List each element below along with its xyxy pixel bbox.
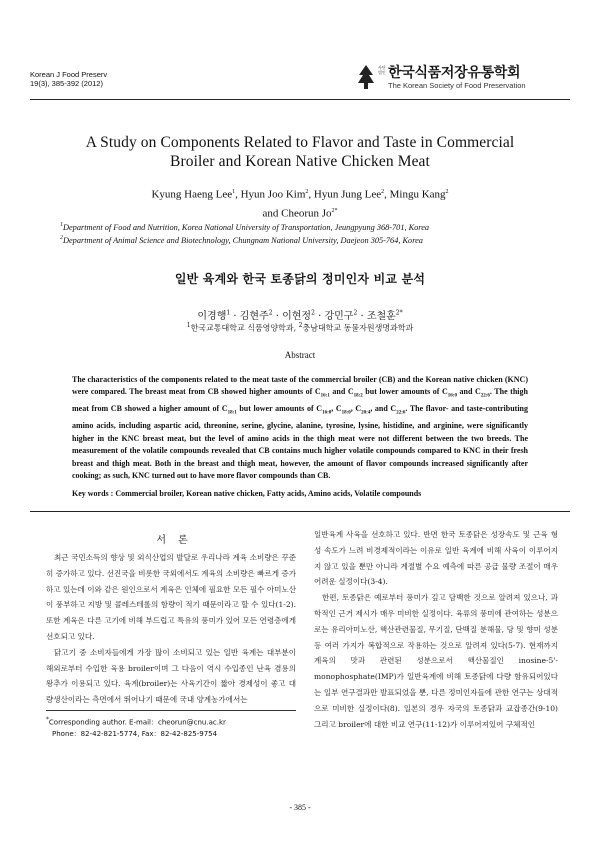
journal-reference: [30, 70, 107, 88]
author-name: Hyun Jung Lee: [313, 188, 382, 201]
korean-title: 일반 육계와 한국 토종닭의 정미인자 비교 분석: [174, 272, 426, 286]
abstract-heading: Abstract: [284, 350, 316, 360]
keywords-label: Key words: [72, 489, 109, 498]
author-name: Kyung Haeng Lee: [151, 188, 233, 201]
paragraph: 최근 국민소득의 향상 및 외식산업의 발달로 우리나라 계육 소비량은 꾸준히 증가하고 있다. 선진국을 비롯한 국외에서도 계육의 소비량은 빠르게 증가하고 있는데 이와 같은 원인으로서 계육은 인체에 필요한 모든 필수 아미노산이 풍부하고 지방 및 콜레스테롤의 함량이 적기 때문이라고 할 수 있다(1-2). 또한 계육은 다른 고기에 비해 부드럽고 특유의 풍미가 있어 모든 연령층에게 선호되고 있다.: [46, 553, 296, 641]
society-prefix: 사단법인: [378, 65, 386, 75]
journal-name: Korean J Food Preserv: [30, 70, 108, 79]
author-list: [30, 184, 570, 221]
abstract-body: The characteristics of the components related to the meat taste of the commercial broiler (CB) and the Korean native chicken (KNC) were compared. The breast meat from CB showed higher amounts of $C_{16:1}$ and $C_{18:2}$ but lower amounts of $C_{16:0}$ and $C_{22:6}$. The thigh meat from CB showed a higher amount of $C_{18:1}$ but lower amounts of $C_{16:0}$, $C_{18:0}$, $C_{20:4}$, and $C_{22:6}$. The flavor- and taste-contributing amino acids, including aspartic acid, threonine, serine, glycine, alanine, tyrosine, lysine, histidine, and arginine, were significantly higher in the KNC breast meat, but the level of amino acids in the thigh meat were not different between the two breeds. The measurement of the volatile compounds revealed that CB contains much higher volatile compounds compared to KNC in their fresh breast and thigh meat. Both in the breast and thigh meat, however, the amount of flavor compounds increased significantly after cooking; as such, KNC turned out to have more flavor compounds than CB.: [72, 375, 528, 481]
keywords: Key words : Commercial broiler, Korean native chicken, Fatty acids, Amino acids, Volatile compounds: [72, 489, 422, 498]
affiliation: $^1$Department of Food and Nutrition, Korea National University of Transportation, Jeungpyung 368-701, Korea: [60, 222, 430, 232]
abstract-rule: [30, 511, 570, 512]
body-column-right: [314, 527, 558, 732]
society-korean-name: 한국식품저장유통학회: [388, 65, 521, 81]
paper-title: [30, 133, 570, 171]
korean-author-list: 이경행$^1$ · 김현주$^2$ · 이현정$^2$ · 강민구$^2$ · 조철훈$^{2*}$: [197, 309, 403, 322]
footnote-rule: [46, 710, 296, 711]
society-logo: [356, 62, 568, 94]
paragraph: 닭고기 중 소비자들에게 가장 많이 소비되고 있는 일반 육계는 대부분이 해외로부터 수입한 육용 broiler이며 그 다음이 역시 수입종인 난육 겸용의 왕추가 이용되고 있다. 육계(broiler)는 사육기간이 짧아 경제성이 좋고 대량생산이라는 측면에서 뛰어나기 때문에 국내 양계농가에서는: [46, 647, 296, 705]
society-english-name: The Korean Society of Food Preservation: [388, 81, 526, 90]
paragraph: 일반육계 사육을 선호하고 있다. 반면 한국 토종닭은 성장속도 및 근육 형성 속도가 느려 비경제적이라는 이유로 일반 육계에 비해 사육이 이루어지지 않고 있을 뿐만 아니라 계절별 수요 예측에 따른 공급 물량 조절이 매우 어려운 실정이다(3-4).: [314, 530, 558, 587]
body-column-left: [46, 550, 296, 708]
section-heading-introduction: 서론: [156, 535, 200, 546]
society-emblem-icon: [356, 64, 376, 90]
title-line-2: Broiler and Korean Native Chicken Meat: [170, 153, 430, 170]
korean-affiliations: $^1$한국교통대학교 식품영양학과, $^2$충남대학교 동물자원생명과학과: [186, 322, 414, 333]
header-rule: [30, 99, 570, 100]
title-line-1: A Study on Components Related to Flavor and Taste in Commercial: [85, 134, 515, 151]
affiliations: [60, 220, 560, 246]
paragraph: 한편, 토종닭은 예로부터 풍미가 깊고 담백한 것으로 알려져 있으나, 과학적인 근거 제시가 매우 미비한 실정이다. 육류의 풍미에 관여하는 성분으로는 유리아미노산, 핵산관련물질, 무기질, 단백질 분해물, 당 및 향미 성분 등 여러 가지가 복합적으로 작용하는 것으로 알려져 있다(5-7). 현재까지 계육의 맛과 관련된 성분으로서 핵산물질인 inosine-5'-monophosphate(IMP)가 일반육계에 비해 토종닭에 다량 함유되어있다는 일부 연구결과만 발표되었을 뿐, 다른 정미인자들에 관한 연구는 상대적으로 미비한 실정이다(8). 일본의 경우 자국의 토종닭과 교잡종간(9-10) 그리고 broiler에 대한 비교 연구(11-12)가 이루어져있어 구체적인: [314, 593, 558, 729]
keywords-list: Commercial broiler, Korean native chicken, Fatty acids, Amino acids, Volatile compounds: [115, 489, 422, 498]
volume-info: 19(3), 385-392 (2012): [30, 79, 103, 88]
affiliation: $^2$Department of Animal Science and Biotechnology, Chungnam National University, Daejeon 305-764, Korea: [60, 234, 423, 245]
authors-line-2: and Cheorun $Jo^{2*}$: [262, 207, 338, 220]
author-name: and Cheorun Jo: [262, 207, 332, 220]
author-name: Mingu Kang: [389, 188, 446, 201]
author-name: Hyun Joo Kim: [240, 188, 306, 201]
page-number: - 385 -: [289, 803, 311, 812]
authors-line-1: Kyung Haeng Lee$^1$, Hyun Joo Kim$^2$, Hyun Jung Lee$^2$, Mingu Kang$^2$: [151, 188, 449, 201]
corresponding-author-footnote: *Corresponding author. E-mail：cheorun@cnu.ac.kr Phone：82-42-821-5774, Fax：82-42-825-9754: [46, 717, 226, 739]
